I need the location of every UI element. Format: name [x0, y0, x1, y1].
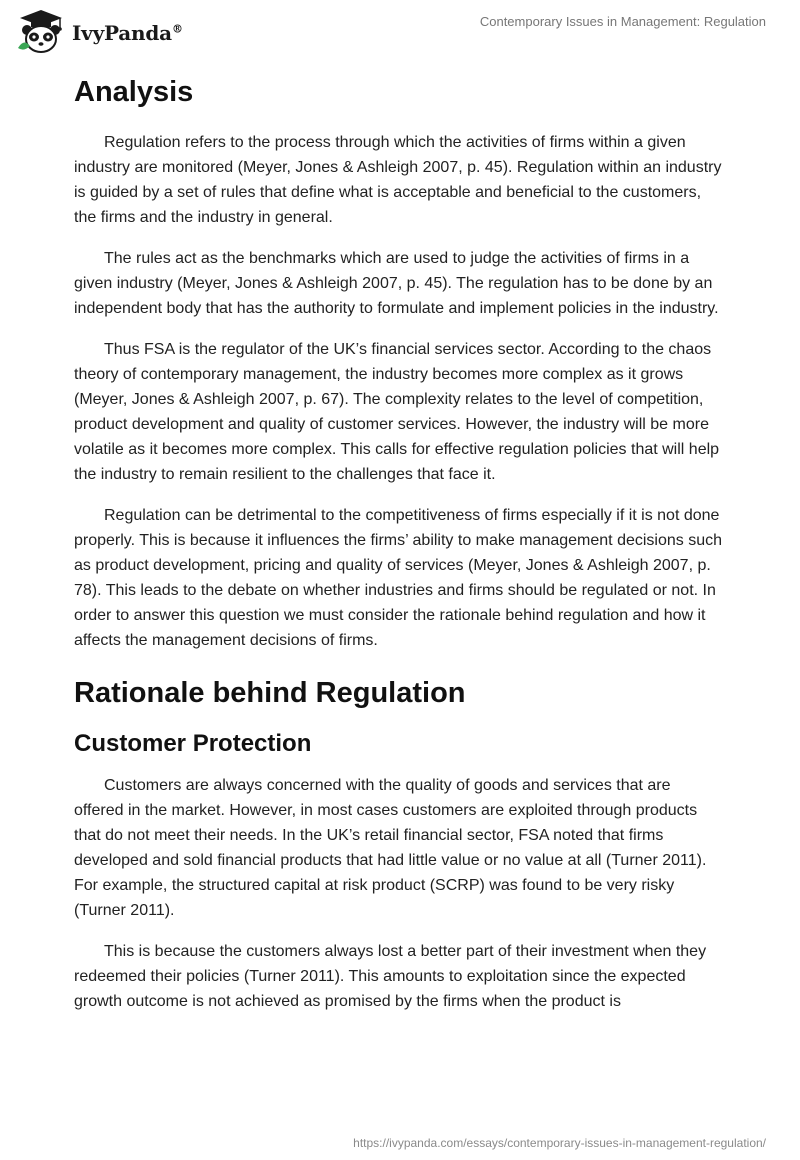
registered-mark: ®	[171, 22, 183, 36]
brand-name: IvyPanda	[72, 21, 172, 45]
document-title: Contemporary Issues in Management: Regulation	[479, 14, 766, 29]
paragraph: The rules act as the benchmarks which are used to judge the activities of firms in a given industry (Meyer, Jones & Ashleigh 2007, p. 45). The regulation has to be done by an independent body that has the authority to formulate and implement policies in the industry.	[74, 250, 719, 317]
essay-body	[74, 66, 724, 1030]
ivypanda-logo[interactable]	[14, 8, 183, 54]
heading-rationale: Rationale behind Regulation	[74, 677, 466, 709]
paragraph: This is because the customers always lost a better part of their investment when they redeemed their policies (Turner 2011). This amounts to exploitation since the expected growth outcome is not achieved as promised by the firms when the product is	[74, 943, 707, 1010]
paragraph: Customers are always concerned with the quality of goods and services that are offered in the market. However, in most cases customers are exploited through products that do not meet their needs. In the UK’s retail financial sector, FSA noted that firms developed and sold financial products that had little value or no value at all (Turner 2011). For example, the structured capital at risk product (SCRP) was found to be very risky (Turner 2011).	[74, 777, 707, 919]
paragraph: Thus FSA is the regulator of the UK’s financial services sector. According to the chaos theory of contemporary management, the industry becomes more complex as it grows (Meyer, Jones & Ashleigh 2007, p. 67). The complexity relates to the level of competition, product development and quality of customer services. However, the industry will be more volatile as it becomes more complex. This calls for effective regulation policies that will help the industry to remain resilient to the challenges that face it.	[74, 341, 720, 483]
paragraph: Regulation can be detrimental to the competitiveness of firms especially if it is not done properly. This is because it influences the firms’ ability to make management decisions such as product development, pricing and quality of services (Meyer, Jones & Ashleigh 2007, p. 78). This leads to the debate on whether industries and firms should be regulated or not. In order to answer this question we must consider the rationale behind regulation and how it affects the management decisions of firms.	[74, 507, 723, 649]
source-url[interactable]: https://ivypanda.com/essays/contemporary-issues-in-management-regulation/	[353, 1136, 766, 1150]
page-header	[0, 0, 800, 56]
brand-wordmark	[72, 21, 183, 45]
heading-analysis: Analysis	[74, 76, 194, 108]
panda-graduation-icon	[14, 8, 68, 54]
subheading-customer-protection: Customer Protection	[74, 730, 312, 757]
paragraph: Regulation refers to the process through which the activities of firms within a given industry are monitored (Meyer, Jones & Ashleigh 2007, p. 45). Regulation within an industry is guided by a set of rules that define what is acceptable and beneficial to the customers, the firms and the industry in general.	[74, 134, 722, 226]
